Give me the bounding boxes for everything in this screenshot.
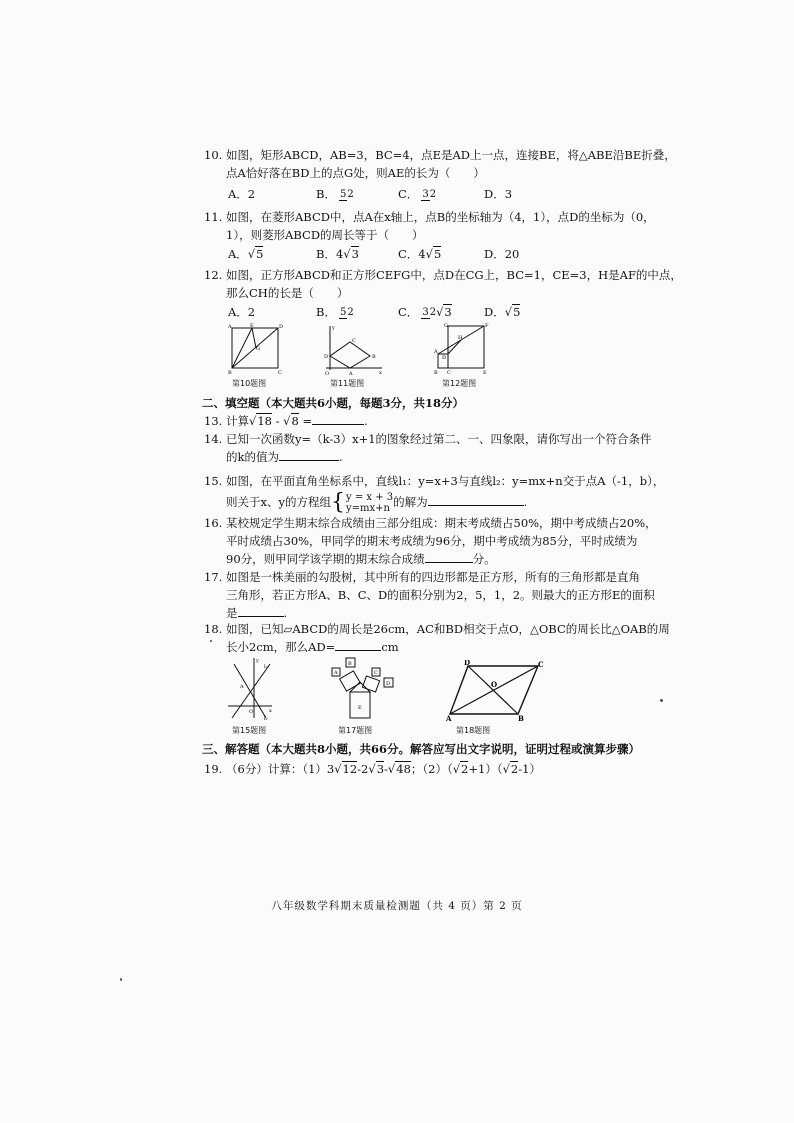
question-text-line-2: 那么CH的长是（ ） — [226, 286, 349, 300]
question-text-line-3: 90分，则甲同学该学期的期末综合成绩 — [226, 552, 425, 566]
q19-radicand: 2 — [510, 762, 519, 776]
question-10-options — [228, 186, 628, 202]
question-text-line-3: 是 — [226, 606, 238, 620]
figure-11-rhombus — [322, 322, 384, 376]
equation-system: { y = x + 3 y=mx+n — [330, 490, 394, 515]
figure-15-coordinate-lines — [226, 656, 274, 722]
equation-1: y = x + 3 — [345, 492, 394, 503]
q19-op: +1）（ — [468, 762, 503, 776]
figure-10-rectangle — [228, 322, 284, 376]
fig15-label-l1: l₁ — [264, 664, 268, 670]
option-c: C． 32√3 — [398, 305, 452, 319]
q19-radicand: 2 — [461, 762, 469, 776]
fig10-label-a: A — [228, 324, 232, 330]
q19-part-1-label: （6分）计算：（1）3 — [226, 762, 335, 776]
question-10 — [204, 146, 676, 182]
fig15-label-a: A — [240, 684, 244, 690]
fig17-label-c: C — [374, 670, 378, 676]
fig11-label-o: O — [325, 371, 330, 376]
question-text-suffix: cm — [381, 640, 399, 654]
answer-blank[interactable] — [279, 448, 339, 461]
q13-minus: - — [271, 414, 284, 428]
fig12-label-e: E — [483, 370, 487, 376]
fig11-label-a: A — [349, 371, 353, 376]
question-text-line-1: 如图，在菱形ABCD中，点A在x轴上，点B的坐标轴为（4，1），点D的坐标为（0， — [226, 210, 655, 224]
question-16 — [204, 514, 657, 568]
question-text-line-1: 某校规定学生期末综合成绩由三部分组成：期末考成绩占50%，期中考成绩占20%， — [226, 516, 657, 530]
option-d: D．3 — [484, 187, 513, 201]
fig10-label-c: C — [278, 370, 282, 376]
fig15-label-o: O — [249, 709, 254, 715]
fig17-label-a: A — [334, 670, 338, 676]
q13-radicand-2: 8 — [291, 414, 299, 428]
option-b: B． 52 — [316, 305, 354, 319]
answer-blank[interactable] — [335, 638, 381, 651]
fig18-label-a: A — [446, 714, 452, 722]
fig10-label-b: B — [228, 370, 232, 376]
scan-speck — [660, 699, 663, 702]
figure-18-caption: 第18题图 — [456, 726, 491, 735]
figure-17-pythagoras-tree — [328, 654, 398, 722]
fig17-label-e: E — [358, 705, 362, 711]
question-text-line-1: 如图，矩形ABCD，AB=3，BC=4，点E是AD上一点，连接BE，将△ABE沿BE折叠， — [226, 148, 676, 162]
section-3-heading: 三、解答题（本大题共8小题，共66分。解答应写出文字说明，证明过程或演算步骤） — [202, 742, 641, 756]
question-text-line-2: 长小2cm，那么AD= — [226, 640, 336, 654]
fig10-label-d: D — [279, 324, 284, 330]
fig11-label-c: C — [352, 338, 356, 344]
question-text-line-2: 平时成绩占30%，甲同学的期末考成绩为96分，期中考成绩为85分，平时成绩为 — [226, 534, 638, 548]
fig15-label-x: x — [269, 708, 272, 714]
question-14: 14. 已知一次函数y=（k-3）x+1的图象经过第二、一、四象限，请你写出一个符合条件 的k的值为 . — [204, 432, 652, 464]
question-number: 18. — [204, 622, 223, 636]
figure-10-caption: 第10题图 — [232, 379, 267, 388]
question-13: 13. 计算√18 - √8 = . — [204, 414, 368, 428]
fig17-label-b: B — [348, 661, 352, 667]
fig12-label-f: F — [485, 323, 489, 329]
fig11-label-b: B — [372, 354, 376, 360]
answer-blank[interactable] — [425, 550, 473, 563]
fig12-label-a: A — [434, 349, 438, 355]
option-b: B．4√3 — [316, 247, 359, 261]
fig18-label-c: C — [538, 660, 544, 669]
question-text-line-1: 如图，已知▱ABCD的周长是26cm，AC和BD相交于点O，△OBC的周长比△OAB的周 — [226, 622, 670, 636]
question-number: 10. — [204, 148, 223, 162]
question-text-line-1: 如图，在平面直角坐标系中，直线l₁：y=x+3与直线l₂：y=mx+n交于点A（-1，b）， — [226, 474, 665, 488]
figure-17-caption: 第17题图 — [338, 726, 373, 735]
option-a: A．√5 — [228, 247, 264, 261]
question-text-suffix: 的解为 — [393, 495, 428, 509]
question-text-line-1: 如图是一株美丽的勾股树，其中所有的四边形都是正方形，所有的三角形都是直角 — [226, 570, 640, 584]
question-number: 12. — [204, 268, 223, 282]
fig10-label-e: E — [250, 323, 254, 329]
question-text-line-1: 已知一次函数y=（k-3）x+1的图象经过第二、一、四象限，请你写出一个符合条件 — [226, 432, 652, 446]
option-a: A．2 — [228, 305, 256, 319]
q13-prefix: 计算 — [226, 414, 249, 428]
section-2-heading: 二、填空题（本大题共6小题，每题3分，共18分） — [202, 396, 465, 410]
fig11-label-y: y — [332, 325, 335, 331]
question-number: 13. — [204, 414, 223, 428]
option-c: C． 32 — [398, 187, 437, 201]
scan-speck — [120, 978, 122, 981]
question-text-line-1: 如图，正方形ABCD和正方形CEFG中，点D在CG上，BC=1，CE=3，H是AF的中点， — [226, 268, 682, 282]
equation-2: y=mx+n — [345, 503, 390, 514]
fig17-label-d: D — [386, 681, 391, 687]
question-number: 15. — [204, 474, 223, 488]
question-text-suffix: 分。 — [472, 552, 496, 566]
q19-part-2-label: ；（2）（ — [410, 762, 453, 776]
q19-radicand: 12 — [342, 762, 358, 776]
question-number: 14. — [204, 432, 223, 446]
fig18-label-o: O — [491, 680, 498, 689]
option-c: C．4√5 — [398, 247, 442, 261]
question-number: 11. — [204, 210, 223, 224]
fig12-label-b: B — [434, 370, 438, 376]
fig15-label-l2: l₂ — [264, 716, 268, 722]
fig18-label-b: B — [518, 714, 524, 722]
question-text-line-2: 1），则菱形ABCD的周长等于（ ） — [226, 228, 424, 242]
q19-op: - — [384, 762, 388, 776]
question-17: 17. 如图是一株美丽的勾股树，其中所有的四边形都是正方形，所有的三角形都是直角 三角形，若正方形A、B、C、D的面积分别为2，5，1，2。则最大的正方形E的面积 是 . — [204, 570, 655, 620]
q19-op: -1） — [518, 762, 541, 776]
question-11 — [204, 208, 655, 244]
q19-radicand: 48 — [396, 762, 411, 776]
fig11-label-d: D — [324, 354, 329, 360]
q19-radicand: 3 — [376, 762, 385, 776]
scan-speck — [210, 640, 212, 642]
fig12-label-g: G — [444, 323, 448, 329]
fig12-label-h: H — [458, 335, 463, 341]
question-number: 19. — [204, 762, 223, 776]
q19-op: -2 — [357, 762, 369, 776]
fig15-label-y: y — [256, 658, 259, 664]
question-text-line-2: 的k的值为 — [226, 450, 279, 464]
page-footer: 八年级数学科期末质量检测题（共 4 页）第 2 页 — [271, 900, 523, 912]
question-15: 15. 如图，在平面直角坐标系中，直线l₁：y=x+3与直线l₂：y=mx+n交于点A（-1，b）， 则关于x、y的方程组 { y = x + 3 y=mx+n 的解为 . — [204, 474, 665, 515]
question-number: 16. — [204, 516, 223, 530]
q13-radicand-1: 18 — [257, 414, 272, 428]
figure-11-caption: 第11题图 — [330, 379, 365, 388]
question-number: 17. — [204, 570, 223, 584]
answer-blank[interactable] — [428, 493, 524, 506]
q13-equals: = — [298, 414, 313, 428]
question-text-line-2: 三角形，若正方形A、B、C、D的面积分别为2，5，1，2。则最大的正方形E的面积 — [226, 588, 655, 602]
question-text-line-2: 则关于x、y的方程组 — [226, 495, 331, 509]
figure-12-caption: 第12题图 — [442, 379, 477, 388]
answer-blank[interactable] — [312, 412, 364, 425]
question-11-options — [228, 246, 628, 262]
question-12-options — [228, 304, 628, 320]
figure-12-squares — [434, 322, 490, 376]
fig12-label-d: D — [442, 355, 447, 361]
figure-15-caption: 第15题图 — [232, 726, 267, 735]
fig11-label-x: x — [379, 370, 382, 376]
fig12-label-c: C — [447, 370, 451, 376]
question-12 — [204, 266, 682, 302]
option-b: B． 52 — [316, 187, 354, 201]
answer-blank[interactable] — [238, 604, 284, 617]
fig18-label-d: D — [464, 660, 471, 667]
question-19: 19. （6分）计算：（1）3√12-2√3-√48；（2）（√2+1）（√2-1） — [204, 762, 541, 776]
figure-18-parallelogram — [446, 660, 546, 722]
question-18 — [204, 620, 670, 656]
option-a: A．2 — [228, 187, 256, 201]
option-d: D．√5 — [484, 305, 521, 319]
question-text-line-2: 点A恰好落在BD上的点G处，则AE的长为（ ） — [226, 166, 485, 180]
option-d: D．20 — [484, 247, 520, 261]
fig10-label-g: G — [256, 346, 260, 352]
